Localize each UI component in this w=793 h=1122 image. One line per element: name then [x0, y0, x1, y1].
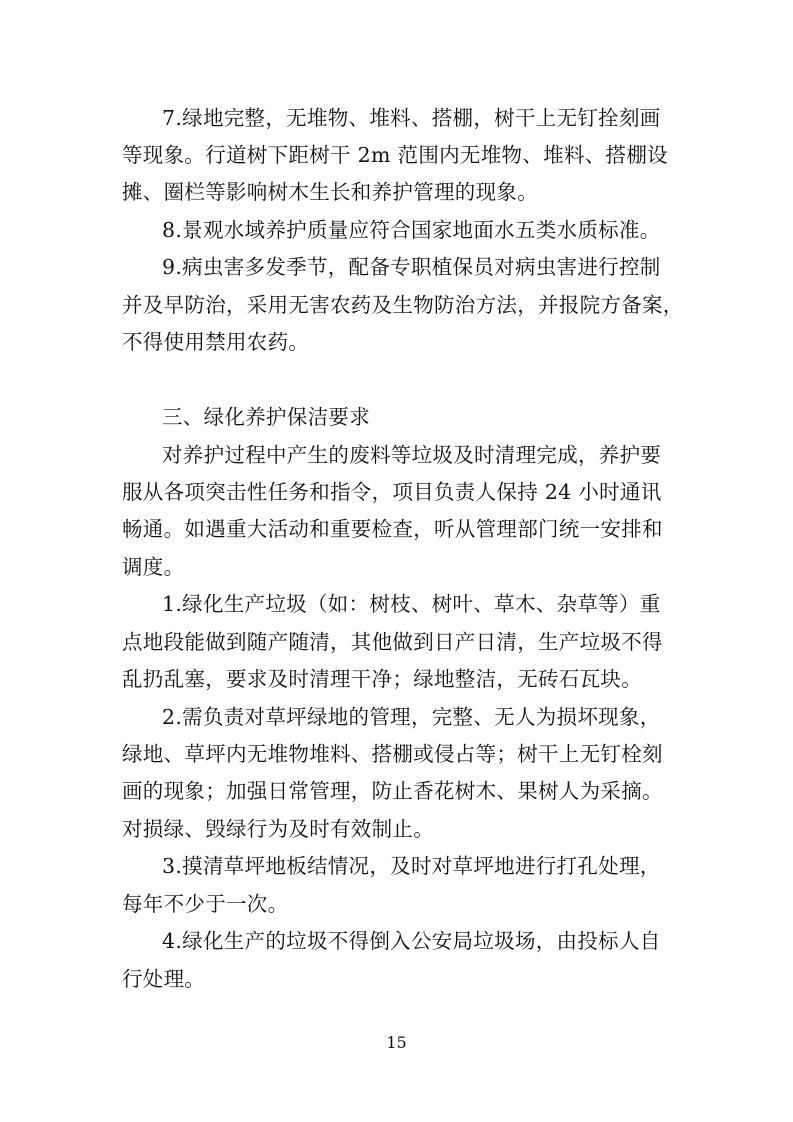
text-line-12: 调度。 [122, 555, 185, 579]
text-line-6: 并及早防治，采用无害农药及生物防治方法，并报院方备案， [122, 293, 684, 317]
text-line-7: 不得使用禁用农药。 [122, 330, 310, 354]
text-line-10: 服从各项突击性任务和指令，项目负责人保持 24 小时通讯 [122, 480, 662, 504]
section-heading: 三、绿化养护保洁要求 [162, 405, 370, 429]
text-line-15: 乱扔乱塞，要求及时清理干净；绿地整洁，无砖石瓦块。 [122, 667, 642, 691]
text-line-21: 每年不少于一次。 [122, 892, 289, 916]
text-line-16: 2.需负责对草坪绿地的管理，完整、无人为损坏现象， [162, 705, 661, 729]
text-line-3: 摊、圈栏等影响树木生长和养护管理的现象。 [122, 180, 538, 204]
text-line-11: 畅通。如遇重大活动和重要检查，听从管理部门统一安排和 [122, 517, 663, 541]
text-line-17: 绿地、草坪内无堆物堆料、搭棚或侵占等；树干上无钉栓刻 [122, 742, 663, 766]
text-line-22: 4.绿化生产的垃圾不得倒入公安局垃圾场，由投标人自 [162, 929, 661, 953]
text-line-18: 画的现象；加强日常管理，防止香花树木、果树人为采摘。 [122, 779, 663, 803]
text-line-14: 点地段能做到随产随清，其他做到日产日清，生产垃圾不得 [122, 630, 663, 654]
text-line-23: 行处理。 [122, 967, 206, 991]
text-line-4: 8.景观水域养护质量应符合国家地面水五类水质标准。 [162, 218, 661, 242]
text-line-20: 3.摸清草坪地板结情况，及时对草坪地进行打孔处理， [162, 854, 661, 878]
text-line-5: 9.病虫害多发季节，配备专职植保员对病虫害进行控制 [162, 255, 661, 279]
text-line-19: 对损绿、毁绿行为及时有效制止。 [122, 817, 434, 841]
page-number: 15 [386, 1033, 407, 1052]
text-line-13: 1.绿化生产垃圾（如：树枝、树叶、草木、杂草等）重 [162, 592, 661, 616]
text-line-1: 7.绿地完整，无堆物、堆料、搭棚，树干上无钉拴刻画 [162, 106, 661, 130]
text-line-2: 等现象。行道树下距树干 2m 范围内无堆物、堆料、搭棚设 [122, 143, 668, 167]
text-line-9: 对养护过程中产生的废料等垃圾及时清理完成，养护要 [162, 443, 662, 467]
